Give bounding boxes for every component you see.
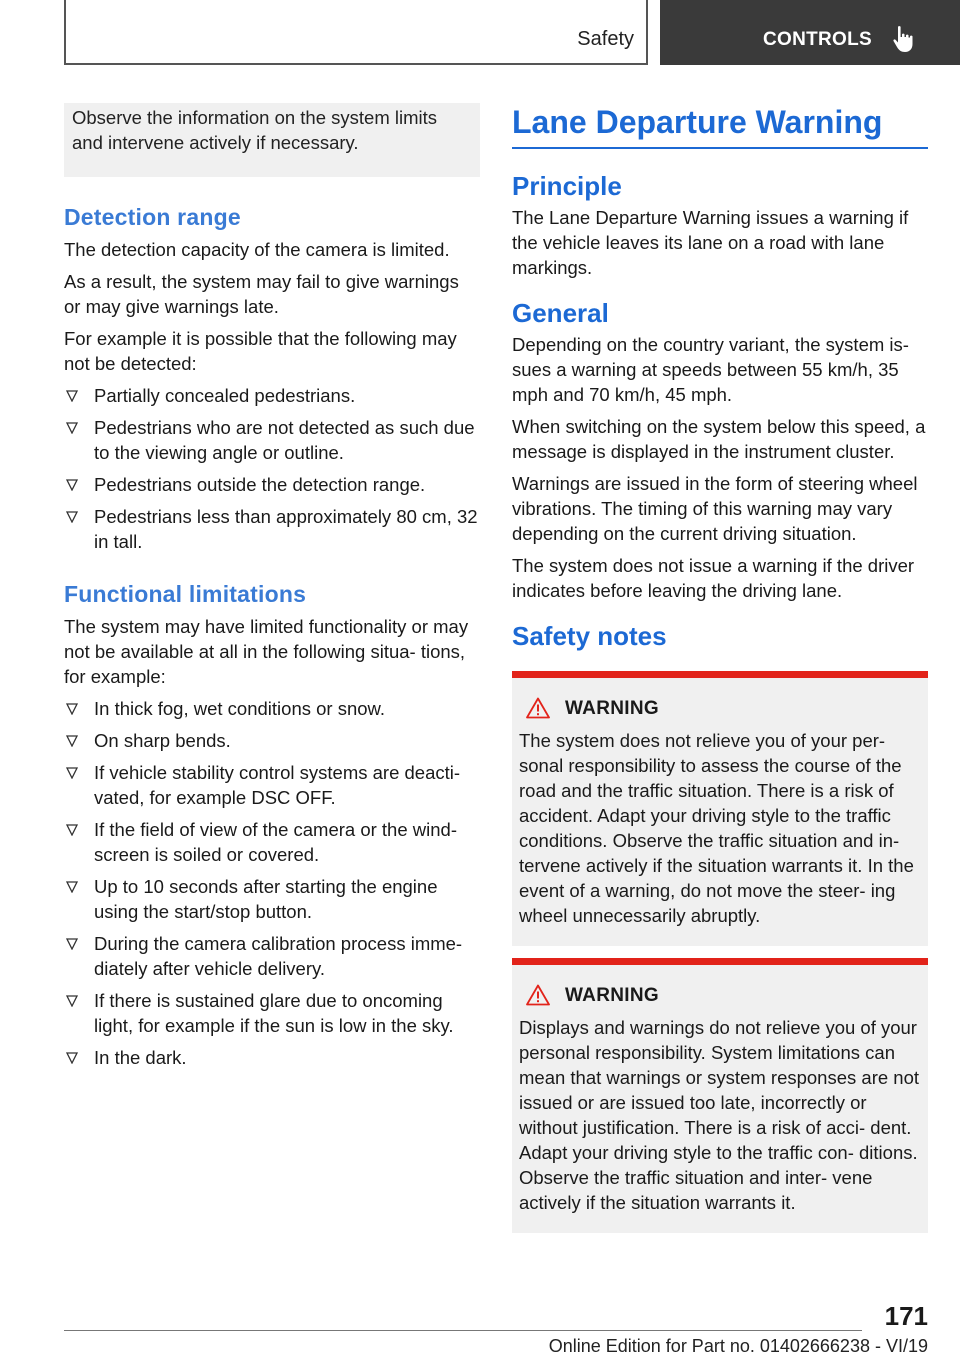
list-item [64, 504, 480, 554]
list-item [64, 1045, 480, 1070]
functional-limitations-list [64, 696, 480, 1070]
general-p2: When switching on the system below this speed, a message is displayed in the instrument cluster. [512, 416, 926, 462]
triangle-bullet-icon [66, 735, 78, 747]
detection-range-heading: Detection range [64, 204, 241, 230]
warning-text: The system does not relieve you of your per‐ sonal responsibility to assess the course of the road and the traffic situation. There is a risk of accident. Adapt your driving style to the traffic conditions. Observe the traffic situation and in‐ tervene actively if the situation warrants it. In the event of a warning, do not move the steer‐ ing wheel unnecessarily abruptly. [519, 730, 914, 926]
principle-heading: Principle [512, 171, 622, 201]
list-item [64, 696, 480, 721]
list-item-text: In the dark. [94, 1047, 187, 1068]
general-p4: The system does not issue a warning if the driver indicates before leaving the driving lane. [512, 555, 915, 601]
triangle-bullet-icon [66, 881, 78, 893]
warning-header [519, 696, 920, 724]
header-chapter-title: CONTROLS [763, 29, 873, 50]
triangle-bullet-icon [66, 767, 78, 779]
system-limits-note [64, 103, 480, 177]
list-item [64, 415, 480, 465]
triangle-bullet-icon [66, 511, 78, 523]
header-chapter-box [660, 0, 960, 65]
list-item [64, 988, 480, 1038]
triangle-bullet-icon [66, 703, 78, 715]
list-item [64, 472, 480, 497]
functional-limitations-heading: Functional limitations [64, 581, 307, 607]
detection-range-p1: The detection capacity of the camera is limited. [64, 239, 450, 260]
system-limits-note-text: Observe the information on the system limits and intervene actively if necessary. [72, 107, 438, 153]
principle-p1: The Lane Departure Warning issues a warning if the vehicle leaves its lane on a road with lane markings. [512, 207, 909, 278]
triangle-bullet-icon [66, 390, 78, 402]
list-item-text: If the field of view of the camera or the wind‐ screen is soiled or covered. [94, 819, 457, 865]
list-item-text: Pedestrians who are not detected as such due to the viewing angle or outline. [94, 417, 475, 463]
pointing-hand-icon [892, 25, 918, 53]
page-number: 171 [884, 1301, 928, 1331]
list-item-text: If there is sustained glare due to oncoming light, for example if the sun is low in the sky. [94, 990, 454, 1036]
right-column [512, 103, 928, 1233]
warning-triangle-icon [526, 984, 550, 1006]
list-item-text: If vehicle stability control systems are deacti‐ vated, for example DSC OFF. [94, 762, 461, 808]
warning-triangle-icon [526, 697, 550, 719]
list-item [64, 760, 480, 810]
list-item-text: On sharp bends. [94, 730, 231, 751]
list-item-text: Partially concealed pedestrians. [94, 385, 356, 406]
list-item-text: Pedestrians less than approximately 80 cm, 32 in tall. [94, 506, 478, 552]
triangle-bullet-icon [66, 995, 78, 1007]
list-item-text: During the camera calibration process imme‐ diately after vehicle delivery. [94, 933, 463, 979]
general-p3: Warnings are issued in the form of steering wheel vibrations. The timing of this warning may vary depending on the current driving situation. [512, 473, 918, 544]
list-item [64, 874, 480, 924]
detection-range-list [64, 383, 480, 554]
footer-divider [64, 1330, 862, 1331]
warning-text: Displays and warnings do not relieve you of your personal responsibility. System limitations can mean that warnings or system responses are not issued or are issued too late, incorrectly or without justification. There is a risk of acci‐ dent. Adapt your driving style to the traffic con‐ ditions. Observe the traffic situation and inter‐ vene actively if the situation warrants it. [519, 1017, 919, 1213]
page-title: Lane Departure Warning [512, 104, 883, 140]
left-column [64, 103, 480, 1077]
list-item-text: Pedestrians outside the detection range. [94, 474, 426, 495]
title-divider [512, 147, 928, 149]
safety-notes-heading: Safety notes [512, 621, 667, 651]
list-item [64, 383, 480, 408]
list-item-text: In thick fog, wet conditions or snow. [94, 698, 386, 719]
general-p1: Depending on the country variant, the system is‐ sues a warning at speeds between 55 km/h, 35 mph and 70 km/h, 45 mph. [512, 334, 909, 405]
list-item-text: Up to 10 seconds after starting the engine using the start/stop button. [94, 876, 438, 922]
triangle-bullet-icon [66, 938, 78, 950]
list-item [64, 817, 480, 867]
warning-header [519, 983, 920, 1011]
triangle-bullet-icon [66, 479, 78, 491]
warning-box [512, 958, 928, 1233]
header-section-box [64, 0, 648, 65]
detection-range-p3: For example it is possible that the following may not be detected: [64, 328, 457, 374]
list-item [64, 728, 480, 753]
warning-box [512, 671, 928, 946]
detection-range-p2: As a result, the system may fail to give warnings or may give warnings late. [64, 271, 459, 317]
list-item [64, 931, 480, 981]
general-heading: General [512, 298, 609, 328]
header-section-title: Safety [577, 28, 634, 50]
warning-label: WARNING [565, 698, 659, 719]
triangle-bullet-icon [66, 824, 78, 836]
warning-label: WARNING [565, 985, 659, 1006]
triangle-bullet-icon [66, 1052, 78, 1064]
footer-edition: Online Edition for Part no. 01402666238 - VI/19 [548, 1336, 928, 1356]
functional-limitations-p1: The system may have limited functionality or may not be available at all in the following situa‐ tions, for example: [64, 616, 469, 687]
triangle-bullet-icon [66, 422, 78, 434]
